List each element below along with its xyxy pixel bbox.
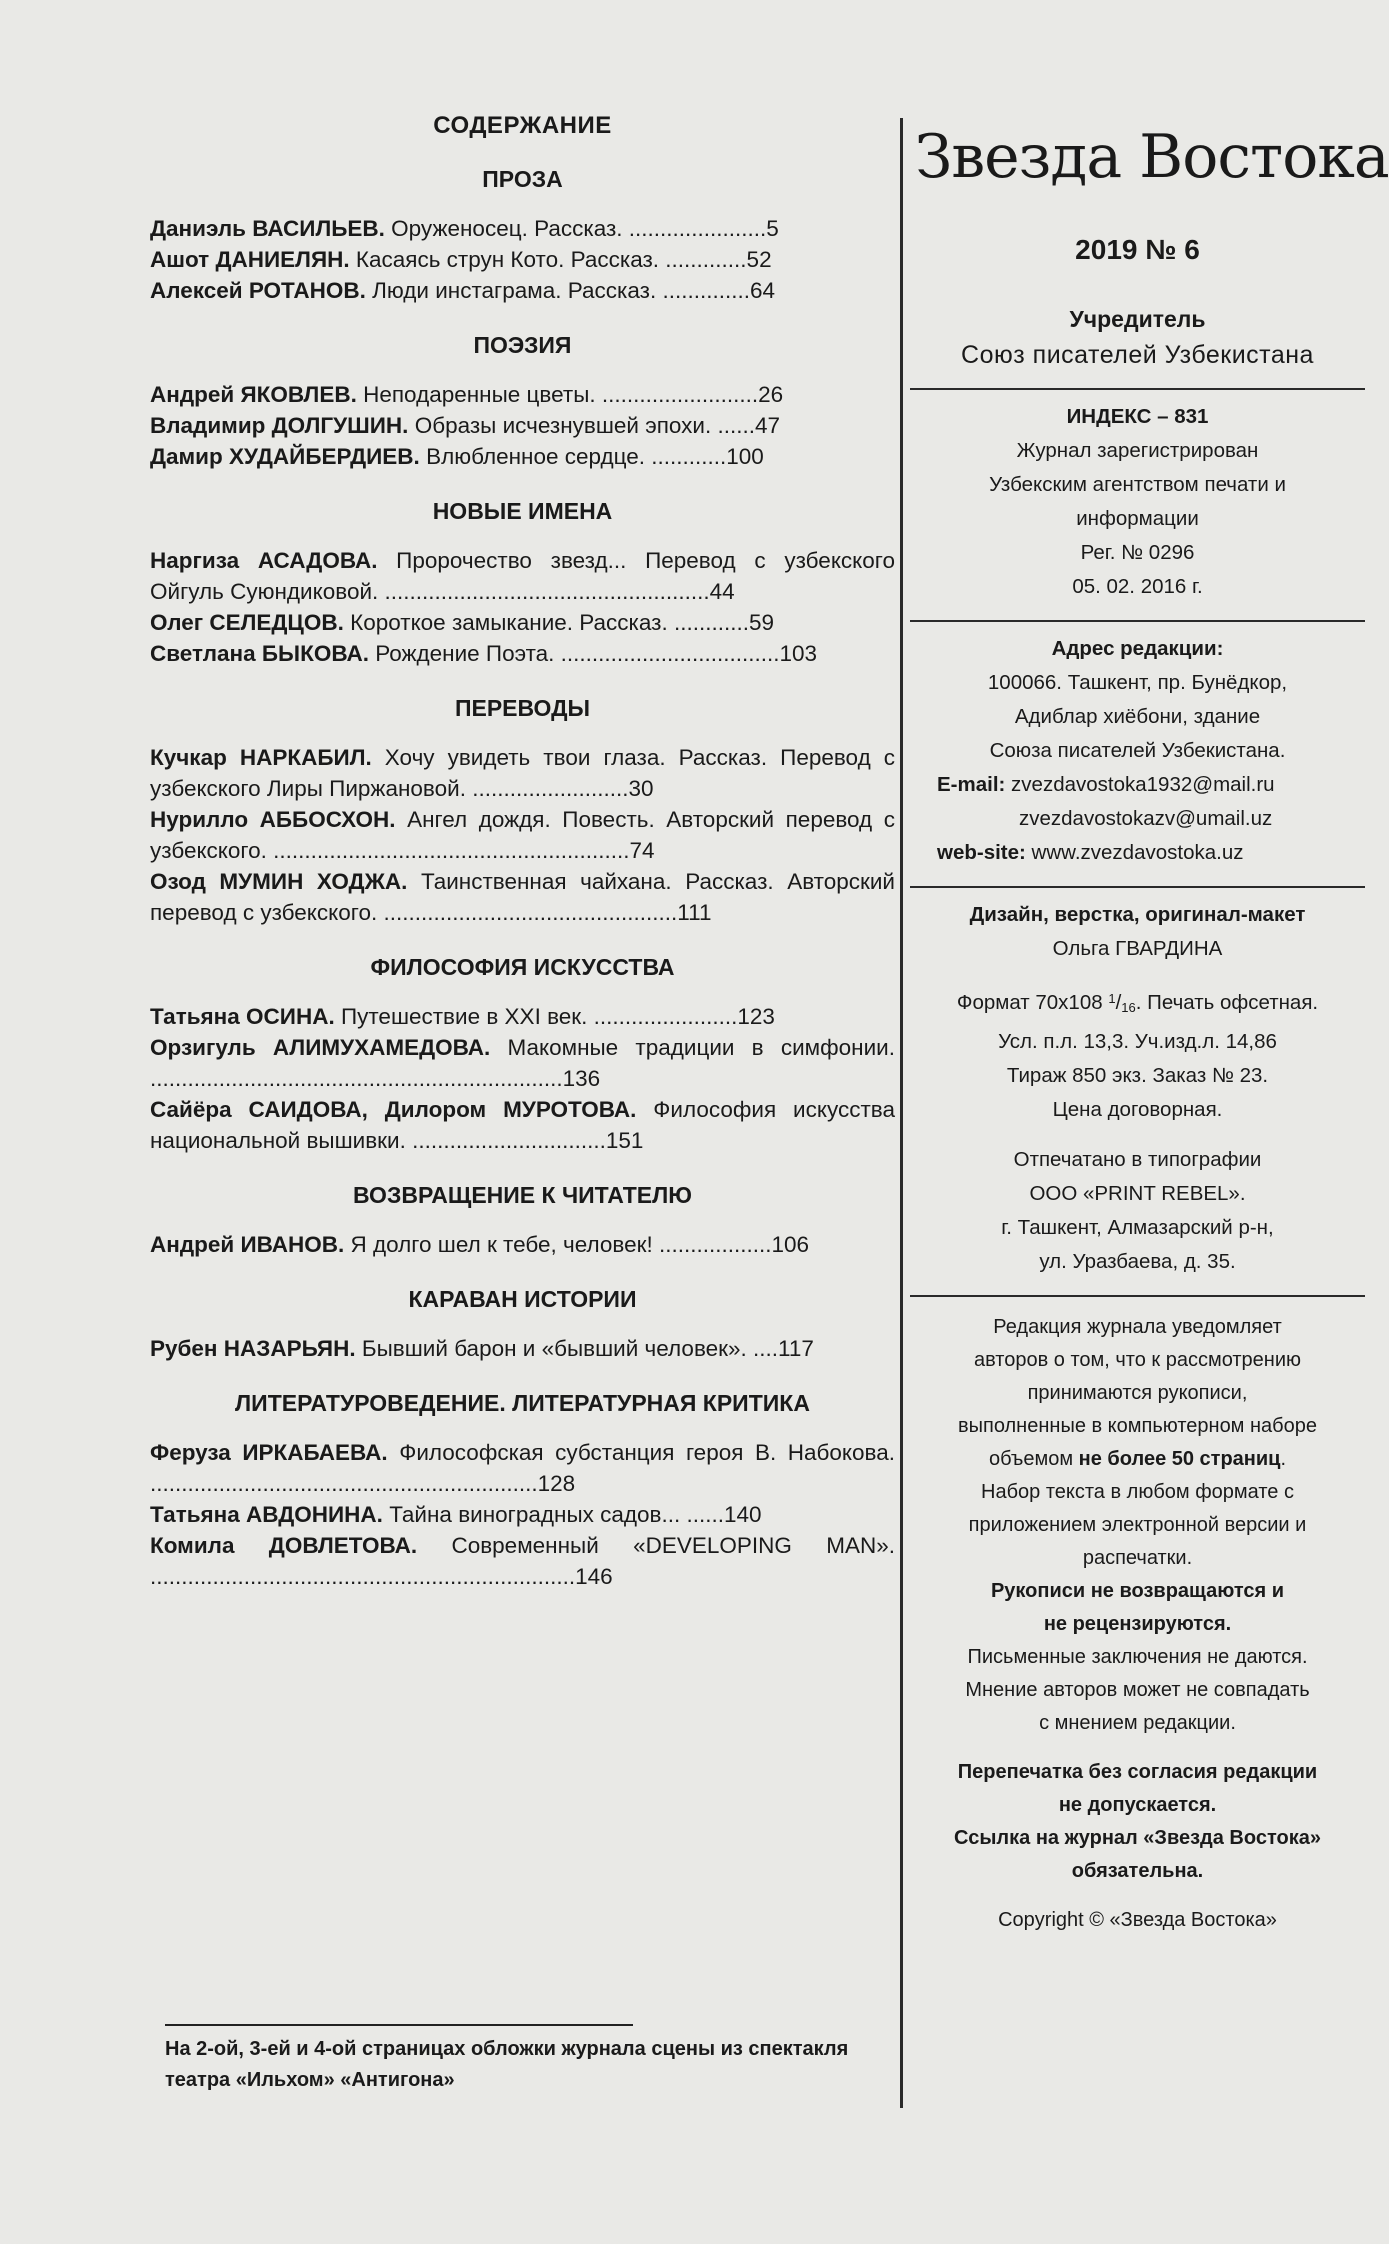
- issue-number: 2019 № 6: [1075, 234, 1200, 265]
- print-line: Цена договорная.: [1052, 1098, 1223, 1121]
- email-2[interactable]: zvezdavostokazv@umail.uz: [1019, 807, 1273, 830]
- toc-entry: [150, 638, 895, 669]
- email-line: [915, 768, 1360, 802]
- toc-entry: [150, 1094, 895, 1156]
- toc-entry-author: Светлана БЫКОВА.: [150, 641, 369, 666]
- toc-entry-title: Влюбленное сердце. ............100: [419, 444, 764, 469]
- email-label: E-mail:: [937, 773, 1006, 796]
- toc-entry-author: Кучкар НАРКАБИЛ.: [150, 745, 372, 770]
- toc-entry-author: Нурилло АББОСХОН.: [150, 807, 396, 832]
- toc-entry-title: Люди инстаграма. Рассказ. ..............64: [365, 278, 775, 303]
- toc-entry: [150, 1437, 895, 1499]
- toc-entry: [150, 1333, 895, 1364]
- toc-entry-title: Пророчество звезд... Перевод с узбекского Ойгуль Суюндиковой. ....................................................44: [150, 548, 895, 604]
- address-line: 100066. Ташкент, пр. Бунёдкор,: [987, 671, 1288, 694]
- notice-line: приложением электронной версии и: [968, 1514, 1307, 1536]
- notice-line: с мнением редакции.: [1039, 1712, 1236, 1734]
- production-block: [915, 888, 1360, 1295]
- toc-entry-author: Комила ДОВЛЕТОВА.: [150, 1533, 418, 1558]
- toc-entry: [150, 866, 895, 928]
- toc-entry-title: Тайна виноградных садов... ......140: [382, 1502, 762, 1527]
- toc-entry-title: Короткое замыкание. Рассказ. ............59: [343, 610, 775, 635]
- registration-line: Узбекским агентством печати и: [989, 473, 1286, 496]
- website-label: web-site:: [937, 841, 1026, 864]
- toc-entry-title: Касаясь струн Кото. Рассказ. .............52: [349, 247, 772, 272]
- toc-entry-author: Сайёра САИДОВА, Дилором МУРОТОВА.: [150, 1097, 637, 1122]
- toc-entry-title: Оруженосец. Рассказ. ......................5: [384, 216, 779, 241]
- notice-line: распечатки.: [1082, 1547, 1193, 1569]
- founder: Союз писателей Узбекистана: [961, 341, 1314, 369]
- toc-entry: [150, 1001, 895, 1032]
- toc-entry: [150, 545, 895, 607]
- toc-entry: [150, 379, 895, 410]
- toc-entry-author: Озод МУМИН ХОДЖА.: [150, 869, 408, 894]
- toc-entry-author: Орзигуль АЛИМУХАМЕДОВА.: [150, 1035, 491, 1060]
- toc-entry-author: Дамир ХУДАЙБЕРДИЕВ.: [150, 444, 420, 469]
- toc-entry-author: Наргиза АСАДОВА.: [150, 548, 378, 573]
- editorial-notice: [915, 1297, 1360, 1937]
- printing-line: Отпечатано в типографии: [1013, 1148, 1262, 1171]
- toc-entry-title: Рождение Поэта. ...................................103: [368, 641, 818, 666]
- section-heading: ФИЛОСОФИЯ ИСКУССТВА: [370, 954, 675, 980]
- section-heading: ВОЗВРАЩЕНИЕ К ЧИТАТЕЛЮ: [353, 1182, 692, 1208]
- print-line: Усл. п.л. 13,3. Уч.изд.л. 14,86: [998, 1030, 1277, 1053]
- address-block: [915, 622, 1360, 886]
- toc-entry-title: Философия искусства национальной вышивки. ...............................151: [150, 1097, 895, 1153]
- address-line: Союза писателей Узбекистана.: [989, 739, 1286, 762]
- section-heading: НОВЫЕ ИМЕНА: [432, 498, 613, 524]
- toc-entry: [150, 275, 895, 306]
- toc-entry-title: Таинственная чайхана. Рассказ. Авторский перевод с узбекского. ...............................................111: [150, 869, 895, 925]
- toc-entry-title: Неподаренные цветы. .........................26: [356, 382, 784, 407]
- toc-entry: [150, 1499, 895, 1530]
- printing-line: ул. Уразбаева, д. 35.: [1039, 1250, 1236, 1273]
- notice-line: Набор текста в любом формате с: [981, 1481, 1294, 1503]
- toc-entry-title: Образы исчезнувшей эпохи. ......47: [408, 413, 781, 438]
- toc-entry-author: Алексей РОТАНОВ.: [150, 278, 366, 303]
- toc-entry-author: Олег СЕЛЕДЦОВ.: [150, 610, 344, 635]
- toc-entry-author: Татьяна ОСИНА.: [150, 1004, 335, 1029]
- copyright: Copyright © «Звезда Востока»: [998, 1909, 1277, 1931]
- registration-line: 05. 02. 2016 г.: [1072, 575, 1203, 598]
- reprint-line: Перепечатка без согласия редакции: [957, 1761, 1318, 1783]
- toc-sections: [150, 166, 895, 1592]
- toc-entry-author: Ашот ДАНИЕЛЯН.: [150, 247, 350, 272]
- toc-title: СОДЕРЖАНИЕ: [433, 112, 612, 139]
- toc-entry-title: Макомные традиции в симфонии. ..................................................................136: [150, 1035, 895, 1091]
- notice-volume: объемом не более 50 страниц.: [988, 1448, 1287, 1470]
- toc-entry-title: Ангел дождя. Повесть. Авторский перевод с узбекского. .........................................................74: [150, 807, 896, 863]
- toc-entry-title: Бывший барон и «бывший человек». ....117: [355, 1336, 814, 1361]
- print-line: Тираж 850 экз. Заказ № 23.: [1006, 1064, 1269, 1087]
- toc-entry-title: Современный «DEVELOPING MAN». ....................................................................146: [150, 1533, 895, 1589]
- toc-entry-author: Андрей ЯКОВЛЕВ.: [150, 382, 357, 407]
- toc-entry: [150, 607, 895, 638]
- vertical-divider: [900, 118, 903, 2108]
- footnote-rule: [165, 2024, 633, 2026]
- section-heading: КАРАВАН ИСТОРИИ: [408, 1286, 637, 1312]
- address-label: Адрес редакции:: [1051, 637, 1224, 660]
- website-line: [915, 836, 1360, 870]
- website-link[interactable]: www.zvezdavostoka.uz: [1025, 841, 1244, 864]
- index-label: ИНДЕКС – 831: [1066, 405, 1209, 428]
- section-heading: ЛИТЕРАТУРОВЕДЕНИЕ. ЛИТЕРАТУРНАЯ КРИТИКА: [235, 1390, 810, 1416]
- section-heading: ПРОЗА: [482, 166, 563, 192]
- notice-line: Письменные заключения не даются.: [967, 1646, 1308, 1668]
- email-1[interactable]: zvezdavostoka1932@mail.ru: [1005, 773, 1275, 796]
- notice-line: принимаются рукописи,: [1027, 1382, 1248, 1404]
- founder-label: Учредитель: [1069, 306, 1206, 332]
- registration-block: [915, 390, 1360, 620]
- toc-entry-title: Я долго шел к тебе, человек! ..................106: [344, 1232, 810, 1257]
- registration-line: информации: [1076, 507, 1199, 530]
- notice-line: выполненные в компьютерном наборе: [958, 1415, 1317, 1437]
- imprint-column: [915, 112, 1389, 1937]
- toc-entry-author: Татьяна АВДОНИНА.: [150, 1502, 383, 1527]
- toc-entry: [150, 804, 895, 866]
- toc-entry: [150, 742, 895, 804]
- toc-entry: [150, 441, 895, 472]
- notice-line: Мнение авторов может не совпадать: [965, 1679, 1310, 1701]
- reprint-line: обязательна.: [1071, 1860, 1204, 1882]
- registration-line: Рег. № 0296: [1080, 541, 1195, 564]
- toc-entry-title: Путешествие в XXI век. .......................123: [334, 1004, 775, 1029]
- notice-bold: не рецензируются.: [1043, 1613, 1232, 1635]
- registration-line: Журнал зарегистрирован: [1016, 439, 1259, 462]
- notice-bold: Рукописи не возвращаются и: [990, 1580, 1285, 1602]
- toc-entry-author: Феруза ИРКАБАЕВА.: [150, 1440, 388, 1465]
- printing-line: ООО «PRINT REBEL».: [1029, 1182, 1246, 1205]
- toc-entry-author: Даниэль ВАСИЛЬЕВ.: [150, 216, 385, 241]
- printing-line: г. Ташкент, Алмазарский р-н,: [1001, 1216, 1274, 1239]
- section-heading: ПОЭЗИЯ: [473, 332, 572, 358]
- toc-entry-title: Философская субстанция героя В. Набокова. ..............................................................128: [150, 1440, 895, 1496]
- notice-line: авторов о том, что к рассмотрению: [973, 1349, 1302, 1371]
- toc-entry: [150, 410, 895, 441]
- design-label: Дизайн, верстка, оригинал-макет: [969, 903, 1306, 926]
- section-heading: ПЕРЕВОДЫ: [454, 695, 591, 721]
- toc-entry-author: Андрей ИВАНОВ.: [150, 1232, 345, 1257]
- toc-entry-author: Владимир ДОЛГУШИН.: [150, 413, 409, 438]
- toc-entry-title: Хочу увидеть твои глаза. Рассказ. Перевод с узбекского Лиры Пиржановой. .........................30: [150, 745, 895, 801]
- footnote: На 2-ой, 3-ей и 4-ой страницах обложки журнала сцены из спектакля театра «Ильхом» «Антигона»: [165, 2038, 849, 2091]
- designer: Ольга ГВАРДИНА: [1052, 937, 1223, 960]
- toc-entry: [150, 213, 895, 244]
- format-line: Формат 70х108 $^1$/16. Печать офсетная.: [956, 991, 1319, 1015]
- address-line: Адиблар хиёбони, здание: [1014, 705, 1261, 728]
- toc-entry: [150, 1229, 895, 1260]
- table-of-contents: [150, 112, 895, 1592]
- reprint-line: не допускается.: [1058, 1794, 1217, 1816]
- toc-entry: [150, 244, 895, 275]
- magazine-title-logo: Звезда Востока: [915, 122, 1389, 192]
- toc-entry-author: Рубен НАЗАРЬЯН.: [150, 1336, 356, 1361]
- toc-entry: [150, 1032, 895, 1094]
- toc-entry: [150, 1530, 895, 1592]
- notice-line: Редакция журнала уведомляет: [993, 1316, 1282, 1338]
- reprint-line: Ссылка на журнал «Звезда Востока»: [954, 1827, 1321, 1849]
